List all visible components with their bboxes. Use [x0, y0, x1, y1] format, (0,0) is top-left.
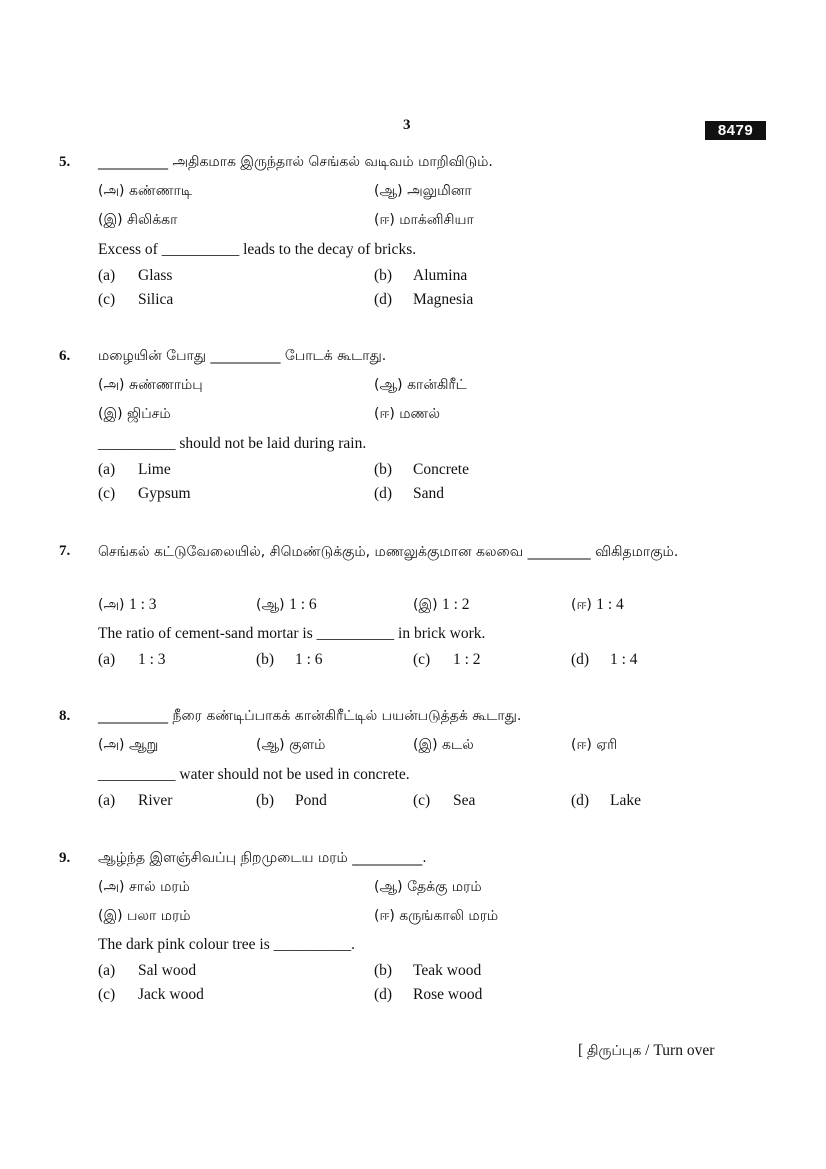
english-option: [256, 651, 323, 669]
option-label: (அ): [98, 737, 125, 753]
tamil-option: [413, 737, 474, 755]
option-label: (ஆ): [256, 597, 285, 613]
option-text: Jack wood: [138, 986, 204, 1003]
option-text: கருங்காலி மரம்: [399, 908, 499, 924]
option-label: (a): [98, 651, 116, 668]
option-label: (b): [374, 962, 393, 979]
tamil-option: [98, 377, 203, 395]
option-label: (d): [571, 651, 590, 668]
tamil-option: [98, 183, 192, 201]
option-text: 1 : 6: [295, 651, 323, 668]
option-text: Lake: [610, 792, 641, 809]
question-number: 6.: [59, 348, 71, 364]
tamil-option: [98, 212, 177, 230]
option-text: Concrete: [413, 461, 469, 478]
footer-bracket: [: [578, 1042, 584, 1059]
option-label: (ஆ): [256, 737, 285, 753]
option-label: (b): [256, 792, 275, 809]
option-label: (b): [374, 267, 393, 284]
option-label: (b): [256, 651, 275, 668]
option-text: ஏரி: [596, 737, 618, 753]
option-text: River: [138, 792, 173, 809]
option-text: Sand: [413, 485, 444, 502]
option-label: (d): [374, 291, 393, 308]
tamil-option: [374, 908, 498, 926]
tamil-option: [374, 406, 440, 424]
option-label: (c): [413, 651, 431, 668]
option-label: (இ): [98, 212, 123, 228]
option-text: மாக்னிசியா: [399, 212, 474, 228]
english-option: [374, 461, 469, 479]
option-label: (a): [98, 792, 116, 809]
turn-over-note: [578, 1042, 714, 1061]
english-option: [413, 651, 481, 669]
question-number: 9.: [59, 850, 71, 866]
option-label: (ஆ): [374, 183, 403, 199]
option-text: கடல்: [442, 737, 474, 753]
tamil-option: [98, 596, 157, 615]
option-text: 1 : 6: [289, 596, 317, 613]
tamil-option: [98, 879, 190, 897]
option-label: (c): [98, 986, 116, 1003]
option-label: (ஈ): [571, 597, 592, 613]
tamil-option: [98, 908, 191, 926]
option-text: Lime: [138, 461, 171, 478]
english-option: [374, 267, 467, 285]
english-stem: The ratio of cement-sand mortar is __________ in brick work.: [98, 625, 486, 642]
option-text: 1 : 2: [442, 596, 470, 613]
option-text: Gypsum: [138, 485, 191, 502]
option-text: 1 : 4: [610, 651, 638, 668]
english-option: [98, 792, 172, 810]
option-text: அலுமினா: [407, 183, 472, 199]
option-label: (இ): [98, 908, 123, 924]
option-label: (a): [98, 461, 116, 478]
english-option: [571, 792, 641, 810]
english-stem: __________ should not be laid during rain.: [98, 435, 367, 452]
option-text: 1 : 4: [596, 596, 624, 613]
english-stem: The dark pink colour tree is __________.: [98, 936, 355, 953]
english-option: [374, 291, 473, 309]
option-text: Silica: [138, 291, 174, 308]
option-label: (இ): [98, 406, 123, 422]
tamil-option: [98, 406, 171, 424]
option-label: (ஈ): [374, 212, 395, 228]
option-label: (c): [98, 485, 116, 502]
option-label: (ஈ): [374, 908, 395, 924]
english-option: [98, 461, 171, 479]
option-label: (c): [413, 792, 431, 809]
english-option: [98, 291, 173, 309]
tamil-option: [571, 596, 624, 615]
option-text: குளம்: [289, 737, 326, 753]
option-text: Pond: [295, 792, 327, 809]
option-text: Magnesia: [413, 291, 474, 308]
option-label: (d): [571, 792, 590, 809]
footer-tamil: திருப்புக: [587, 1043, 642, 1059]
option-label: (ஆ): [374, 879, 403, 895]
tamil-option: [374, 212, 474, 230]
english-option: [98, 962, 196, 980]
option-label: (ஆ): [374, 377, 403, 393]
english-option: [98, 267, 172, 285]
tamil-option: [374, 377, 467, 395]
option-text: சிலிக்கா: [127, 212, 178, 228]
option-text: கான்கிரீட்: [407, 377, 467, 393]
english-option: [571, 651, 638, 669]
english-option: [413, 792, 475, 810]
option-label: (அ): [98, 377, 125, 393]
option-text: 1 : 3: [138, 651, 166, 668]
tamil-stem: ஆழ்ந்த இளஞ்சிவப்பு நிறமுடைய மரம் __________.: [98, 850, 427, 866]
english-option: [374, 986, 482, 1004]
english-option: [98, 986, 204, 1004]
option-label: (d): [374, 485, 393, 502]
tamil-stem: __________ நீரை கண்டிப்பாகக் கான்கிரீட்டில் பயன்படுத்தக் கூடாது.: [98, 708, 522, 724]
option-text: Glass: [138, 267, 173, 284]
option-text: ஆறு: [128, 737, 159, 753]
page-number: 3: [403, 117, 411, 133]
tamil-option: [413, 596, 470, 615]
footer-separator: /: [645, 1042, 650, 1059]
option-text: ஜிப்சம்: [127, 406, 171, 422]
option-label: (a): [98, 267, 116, 284]
option-label: (இ): [413, 737, 438, 753]
english-option: [374, 962, 481, 980]
option-text: 1 : 3: [128, 596, 157, 613]
tamil-stem: மழையின் போது __________ போடக் கூடாது.: [98, 348, 387, 364]
option-text: 1 : 2: [453, 651, 481, 668]
question-number: 7.: [59, 543, 71, 559]
option-label: (அ): [98, 183, 125, 199]
question-number: 5.: [59, 154, 71, 170]
footer-english: Turn over: [653, 1042, 715, 1059]
english-option: [98, 485, 191, 503]
english-option: [98, 651, 166, 669]
option-text: Sal wood: [138, 962, 197, 979]
option-label: (d): [374, 986, 393, 1003]
option-label: (இ): [413, 597, 438, 613]
option-text: கண்ணாடி: [128, 183, 192, 199]
option-label: (ஈ): [374, 406, 395, 422]
question-number: 8.: [59, 708, 71, 724]
option-label: (அ): [98, 597, 125, 613]
tamil-option: [374, 183, 472, 201]
option-text: Alumina: [413, 267, 468, 284]
tamil-stem: __________ அதிகமாக இருந்தால் செங்கல் வடிவம் மாறிவிடும்.: [98, 154, 493, 170]
option-label: (a): [98, 962, 116, 979]
option-label: (b): [374, 461, 393, 478]
option-text: Teak wood: [413, 962, 482, 979]
option-text: Rose wood: [413, 986, 483, 1003]
option-text: மணல்: [399, 406, 440, 422]
english-stem: __________ water should not be used in concrete.: [98, 766, 410, 783]
tamil-option: [98, 737, 158, 755]
option-label: (ஈ): [571, 737, 592, 753]
option-text: Sea: [453, 792, 476, 809]
english-option: [374, 485, 444, 503]
option-text: சால் மரம்: [128, 879, 190, 895]
english-stem: Excess of __________ leads to the decay of bricks.: [98, 241, 417, 258]
tamil-stem: செங்கல் கட்டுவேலையில், சிமெண்டுக்கும், மணலுக்குமான கலவை _________ விகிதமாகும்.: [98, 544, 679, 560]
english-option: [256, 792, 327, 810]
paper-code-badge: 8479: [705, 121, 766, 140]
tamil-option: [256, 737, 325, 755]
option-text: பலா மரம்: [127, 908, 191, 924]
tamil-option: [256, 596, 317, 615]
option-label: (c): [98, 291, 116, 308]
option-text: சுண்ணாம்பு: [128, 377, 203, 393]
option-label: (அ): [98, 879, 125, 895]
tamil-option: [374, 879, 482, 897]
option-text: தேக்கு மரம்: [407, 879, 482, 895]
tamil-option: [571, 737, 617, 755]
